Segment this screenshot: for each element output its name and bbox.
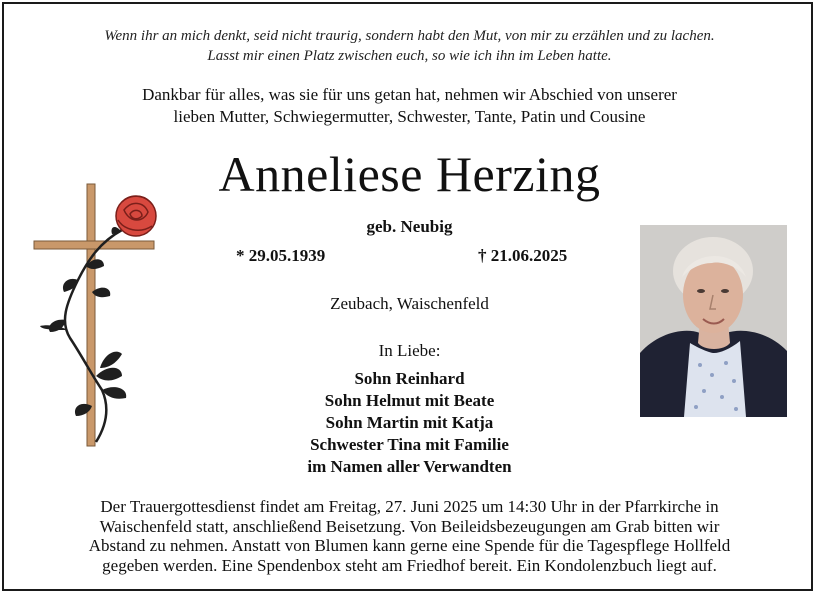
intro-line: Dankbar für alles, was sie für uns getan hat, nehmen wir Abschied von unserer <box>142 85 677 104</box>
mourner: im Namen aller Verwandten <box>307 457 512 476</box>
maiden-name: geb. Neubig <box>366 217 453 236</box>
service-line: Abstand zu nehmen. Anstatt von Blumen kann gerne eine Spende für die Tagespflege Hollfeld <box>88 536 731 555</box>
portrait-photo <box>640 225 787 417</box>
intro-text <box>0 84 819 128</box>
service-line: gegeben werden. Eine Spendenbox steht am Friedhof bereit. Ein Kondolenzbuch liegt auf. <box>102 555 717 575</box>
service-info <box>0 497 819 575</box>
mourners-heading: In Liebe: <box>378 341 441 360</box>
quote <box>0 26 819 66</box>
birth-date: * 29.05.1939 <box>236 246 326 265</box>
portrait-image <box>640 225 787 417</box>
mourner: Sohn Helmut mit Beate <box>324 391 495 410</box>
mourner: Sohn Martin mit Katja <box>325 413 494 432</box>
place: Zeubach, Waischenfeld <box>330 294 489 313</box>
death-date: † 21.06.2025 <box>478 246 568 265</box>
intro-line: lieben Mutter, Schwiegermutter, Schwester, Tante, Patin und Cousine <box>173 107 646 126</box>
cross-with-rose-icon <box>30 180 170 455</box>
quote-line: Wenn ihr an mich denkt, seid nicht traurig, sondern habt den Mut, von mir zu erzählen und zu lachen. <box>104 28 715 44</box>
mourner: Schwester Tina mit Familie <box>310 435 509 454</box>
service-line: Der Trauergottesdienst findet am Freitag, 27. Juni 2025 um 14:30 Uhr in der Pfarrkirche in <box>100 497 719 516</box>
deceased-name: Anneliese Herzing <box>218 146 601 202</box>
service-line: Waischenfeld statt, anschließend Beisetzung. Von Beileidsbezeugungen am Grab bitten wir <box>99 516 720 536</box>
quote-line: Lasst mir einen Platz zwischen euch, so wie ich ihn im Leben hatte. <box>207 48 612 64</box>
mourner: Sohn Reinhard <box>354 369 465 388</box>
